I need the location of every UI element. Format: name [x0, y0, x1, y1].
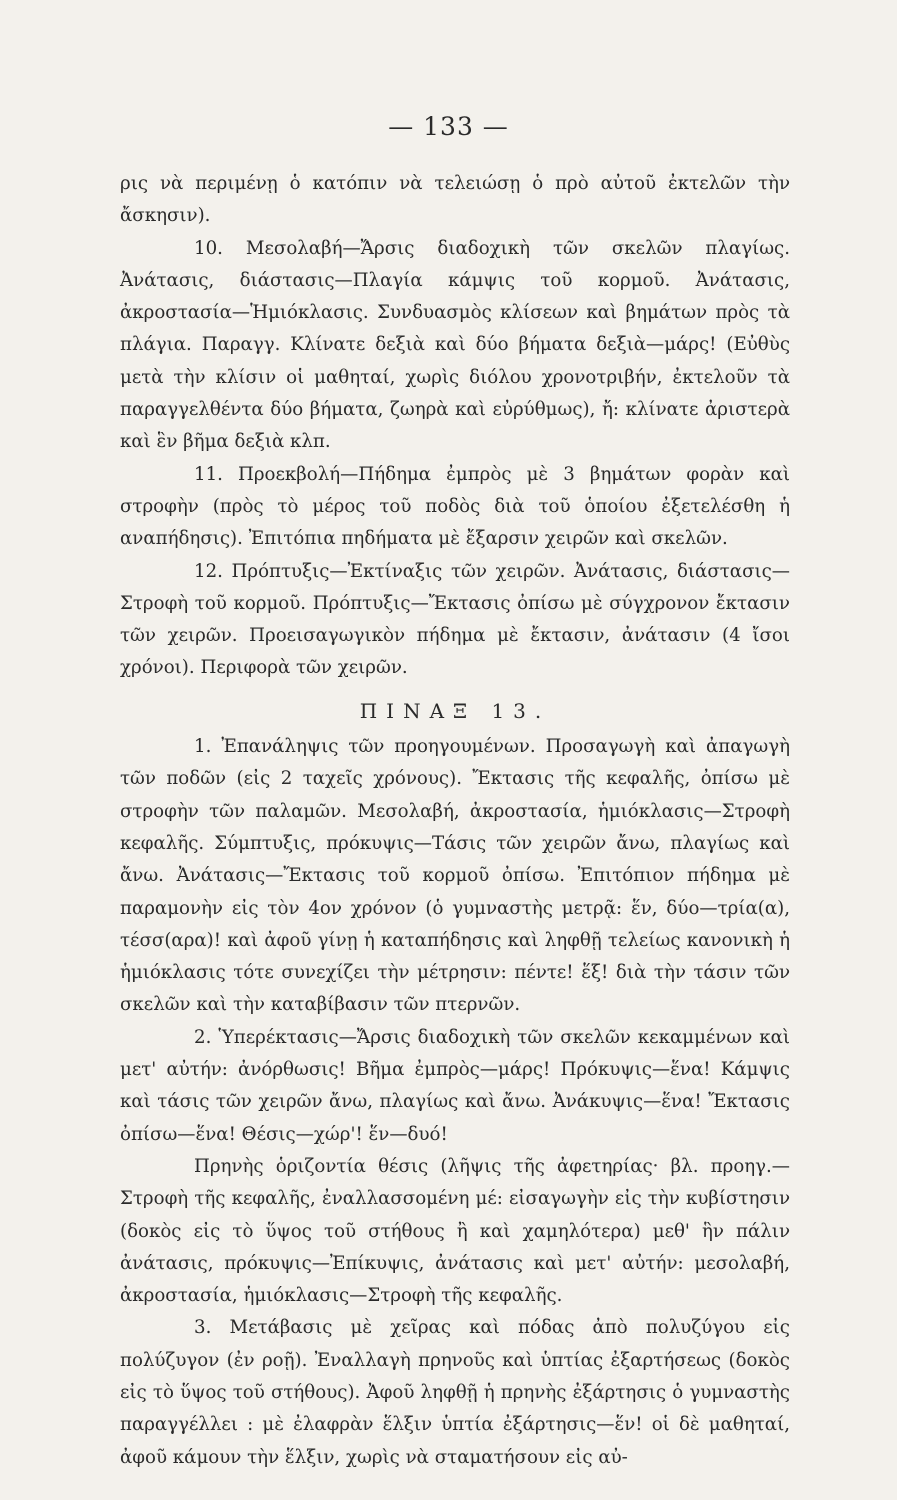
paragraph-table-3: 3. Μετάβασις μὲ χεῖρας καὶ πόδας ἀπὸ πολυζύγου εἰς πολύζυγον (ἐν ροῇ). Ἐναλλαγὴ πρηνοῦς καὶ ὑπτίας ἐξαρτήσεως (δοκὸς εἰς τὸ ὕψος τοῦ στήθους). Ἀφοῦ ληφθῇ ἡ πρηνὴς ἐξάρτησις ὁ γυμναστὴς παραγγέλλει : μὲ ἐλαφρὰν ἕλξιν ὑπτία ἐξάρτησις—ἕν! οἱ δὲ μαθηταί, ἀφοῦ κάμουν τὴν ἕλξιν, χωρὶς νὰ σταματήσουν εἰς αὐ- — [120, 1317, 790, 1468]
paragraph-exercise-10: 10. Μεσολαβή—Ἄρσις διαδοχικὴ τῶν σκελῶν πλαγίως. Ἀνάτασις, διάστασις—Πλαγία κάμψις τοῦ κορμοῦ. Ἀνάτασις, ἀκροστασία—Ἡμιόκλασις. Συνδυασμὸς κλίσεων καὶ βημάτων πρὸς τὰ πλάγια. Παραγγ. Κλίνατε δεξιὰ καὶ δύο βήματα δεξιὰ—μάρς! (Εὐθὺς μετὰ τὴν κλίσιν οἱ μαθηταί, χωρὶς διόλου χρονοτριβήν, ἐκτελοῦν τὰ παραγγελθέντα δύο βήματα, ζωηρὰ καὶ εὐρύθμως), ἤ: κλίνατε ἀριστερὰ καὶ ἓν βῆμα δεξιὰ κλπ. — [120, 237, 790, 453]
paragraph-exercise-12: 12. Πρόπτυξις—Ἐκτίναξις τῶν χειρῶν. Ἀνάτασις, διάστασις—Στροφὴ τοῦ κορμοῦ. Πρόπτυξις—Ἔκτασις ὀπίσω μὲ σύγχρονον ἔκτασιν τῶν χειρῶν. Προεισαγωγικὸν πήδημα μὲ ἔκτασιν, ἀνάτασιν (4 ἴσοι χρόνοι). Περιφορὰ τῶν χειρῶν. — [120, 560, 790, 679]
paragraph-exercise-11: 11. Προεκβολή—Πήδημα ἐμπρὸς μὲ 3 βημάτων φορὰν καὶ στροφὴν (πρὸς τὸ μέρος τοῦ ποδὸς διὰ τοῦ ὁποίου ἐξετελέσθη ἡ αναπήδησις). Ἐπιτόπια πηδήματα μὲ ἔξαρσιν χειρῶν καὶ σκελῶν. — [120, 463, 790, 550]
paragraph-continuation: ρις νὰ περιμένῃ ὁ κατόπιν νὰ τελειώσῃ ὁ πρὸ αὐτοῦ ἐκτελῶν τὴν ἄσκησιν). — [120, 173, 790, 227]
page-body — [120, 168, 790, 1474]
paragraph-table-1: 1. Ἐπανάληψις τῶν προηγουμένων. Προσαγωγὴ καὶ ἀπαγωγὴ τῶν ποδῶν (εἰς 2 ταχεῖς χρόνους). Ἔκτασις τῆς κεφαλῆς, ὀπίσω μὲ στροφὴν τῶν παλαμῶν. Μεσολαβή, ἀκροστασία, ἡμιόκλασις—Στροφὴ κεφαλῆς. Σύμπτυξις, πρόκυψις—Τάσις τῶν χειρῶν ἄνω, πλαγίως καὶ ἄνω. Ἀνάτασις—Ἔκτασις τοῦ κορμοῦ ὀπίσω. Ἐπιτόπιον πήδημα μὲ παραμονὴν εἰς τὸν 4ον χρόνον (ὁ γυμναστὴς μετρᾷ: ἕν, δύο—τρία(α), τέσσ(αρα)! καὶ ἀφοῦ γίνῃ ἡ καταπήδησις καὶ ληφθῇ τελείως κανονικὴ ἡ ἡμιόκλασις τότε συνεχίζει τὴν μέτρησιν: πέντε! ἕξ! διὰ τὴν τάσιν τῶν σκελῶν καὶ τὴν καταβίβασιν τῶν πτερνῶν. — [120, 736, 790, 1016]
paragraph-table-2: 2. Ὑπερέκτασις—Ἄρσις διαδοχικὴ τῶν σκελῶν κεκαμμένων καὶ μετ' αὐτήν: ἀνόρθωσις! Βῆμα ἐμπρὸς—μάρς! Πρόκυψις—ἕνα! Κάμψις καὶ τάσις τῶν χειρῶν ἄνω, πλαγίως καὶ ἄνω. Ἀνάκυψις—ἕνα! Ἔκτασις ὀπίσω—ἕνα! Θέσις—χώρ'! ἕν—δυό! — [120, 1026, 790, 1145]
section-heading: ΠΙΝΑΞ 13. — [359, 698, 551, 723]
paragraph-table-2b: Πρηνὴς ὁριζοντία θέσις (λῆψις τῆς ἀφετηρίας· βλ. προηγ.—Στροφὴ τῆς κεφαλῆς, ἐναλλασσομένη μέ: εἰσαγωγὴν εἰς τὴν κυβίστησιν (δοκὸς εἰς τὸ ὕψος τοῦ στήθους ἢ καὶ χαμηλότερα) μεθ' ἣν πάλιν ἀνάτασις, πρόκυψις—Ἐπίκυψις, ἀνάτασις καὶ μετ' αὐτήν: μεσολαβή, ἀκροστασία, ἡμιόκλασις—Στροφὴ τῆς κεφαλῆς. — [120, 1155, 790, 1307]
page-number: — 133 — — [388, 112, 509, 141]
